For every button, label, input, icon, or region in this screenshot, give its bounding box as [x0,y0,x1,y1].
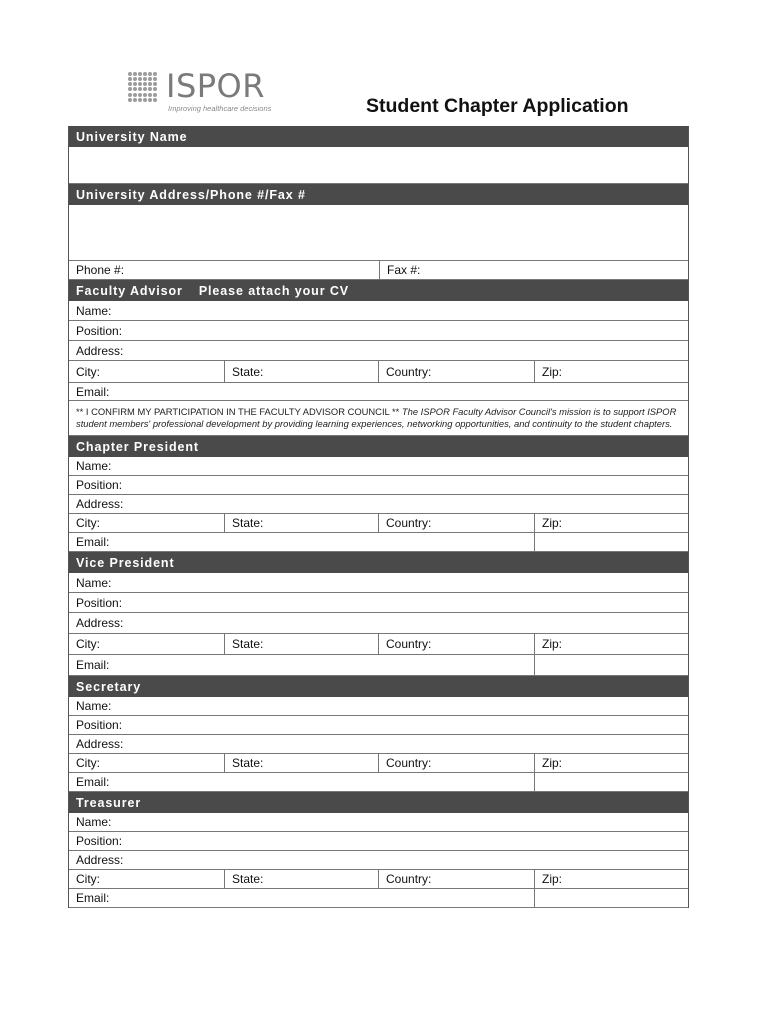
section-header-label: University Address/Phone #/Fax # [76,187,306,202]
section-header-treasurer [69,792,688,813]
zip-label: Zip: [542,872,563,886]
country-field[interactable] [378,634,534,654]
advisor-email-field[interactable] [69,383,688,401]
university-address-field[interactable] [69,205,688,261]
section-header-label: University Name [76,129,188,144]
email-field[interactable] [69,889,534,907]
logo-tagline: Improving healthcare decisions [168,104,272,113]
zip-field[interactable] [534,634,688,654]
email-label: Email: [76,891,110,905]
chapter-president-position-field[interactable] [69,476,688,495]
chapter-president-email-row [69,533,688,552]
email-extra-cell[interactable] [534,773,688,791]
section-header-faculty-advisor [69,280,688,301]
address-label: Address: [76,343,124,358]
state-field[interactable] [224,514,378,532]
city-field[interactable] [69,870,224,888]
section-header-university-address [69,184,688,205]
email-label: Email: [76,535,110,549]
country-field[interactable] [378,870,534,888]
section-secretary [68,676,689,792]
zip-field[interactable] [534,870,688,888]
phone-field[interactable] [69,261,379,279]
position-label: Position: [76,595,123,610]
phone-label: Phone #: [76,263,125,277]
page-title: Student Chapter Application [366,95,629,117]
advisor-council-note [69,401,688,436]
advisor-city-row [69,361,688,383]
city-label: City: [76,637,100,651]
application-form [68,126,689,908]
city-label: City: [76,756,100,770]
country-field[interactable] [378,514,534,532]
logo-dots-icon [128,72,158,102]
country-label: Country: [386,637,432,651]
state-field[interactable] [224,870,378,888]
address-label: Address: [76,616,124,630]
treasurer-city-row [69,870,688,889]
state-label: State: [232,516,264,530]
city-label: City: [76,364,100,379]
section-header-label: Secretary [76,679,142,694]
section-header-label: Chapter President [76,439,199,454]
city-label: City: [76,516,100,530]
secretary-address-field[interactable] [69,735,688,754]
advisor-address-field[interactable] [69,341,688,361]
officer-sections [68,436,689,908]
position-label: Position: [76,718,123,732]
vice-president-city-row [69,634,688,655]
zip-label: Zip: [542,364,563,379]
address-label: Address: [76,737,124,751]
country-label: Country: [386,872,432,886]
country-field[interactable] [378,754,534,772]
section-header-university-name [69,126,688,147]
city-field[interactable] [69,634,224,654]
state-label: State: [232,756,264,770]
logo-wordmark: ISPOR [166,67,265,105]
state-label: State: [232,872,264,886]
city-label: City: [76,872,100,886]
zip-field[interactable] [534,514,688,532]
university-name-field[interactable] [69,147,688,184]
zip-label: Zip: [542,516,563,530]
position-label: Position: [76,834,123,848]
name-label: Name: [76,815,112,829]
email-label: Email: [76,384,110,399]
section-treasurer [68,792,689,908]
advisor-position-field[interactable] [69,321,688,341]
country-label: Country: [386,364,432,379]
fax-label: Fax #: [387,263,421,277]
section-header-label: Treasurer [76,795,142,810]
zip-label: Zip: [542,756,563,770]
chapter-president-city-row [69,514,688,533]
email-label: Email: [76,658,110,672]
email-field[interactable] [69,533,534,551]
city-field[interactable] [69,754,224,772]
zip-field[interactable] [534,754,688,772]
secretary-city-row [69,754,688,773]
address-label: Address: [76,853,124,867]
zip-field[interactable] [534,361,688,382]
state-label: State: [232,637,264,651]
state-field[interactable] [224,361,378,382]
treasurer-email-row [69,889,688,908]
secretary-position-field[interactable] [69,716,688,735]
state-field[interactable] [224,754,378,772]
fax-field[interactable] [379,261,688,279]
chapter-president-address-field[interactable] [69,495,688,514]
ispor-logo [128,67,273,116]
name-label: Name: [76,303,112,318]
city-field[interactable] [69,361,224,382]
note-confirm-text: ** I CONFIRM MY PARTICIPATION IN THE FACULTY ADVISOR COUNCIL ** [76,406,402,417]
state-field[interactable] [224,634,378,654]
email-label: Email: [76,775,110,789]
section-header-chapter-president [69,436,688,457]
name-label: Name: [76,575,112,590]
country-label: Country: [386,516,432,530]
treasurer-name-field[interactable] [69,813,688,832]
section-chapter-president [68,436,689,552]
treasurer-position-field[interactable] [69,832,688,851]
treasurer-address-field[interactable] [69,851,688,870]
email-extra-cell[interactable] [534,889,688,907]
name-label: Name: [76,699,112,713]
email-field[interactable] [69,773,534,791]
country-field[interactable] [378,361,534,382]
name-label: Name: [76,459,112,473]
email-extra-cell[interactable] [534,533,688,551]
zip-label: Zip: [542,637,563,651]
address-label: Address: [76,497,124,511]
secretary-name-field[interactable] [69,697,688,716]
chapter-president-name-field[interactable] [69,457,688,476]
position-label: Position: [76,323,123,338]
vice-president-address-field[interactable] [69,613,688,634]
section-header-sublabel: Please attach your CV [198,283,350,298]
advisor-name-field[interactable] [69,301,688,321]
note-mission-text: The ISPOR Faculty Advisor Council's mission is to support ISPOR student members' professional development by providing learning experiences, networking opportunities, and continuity to the student chapters. [76,406,677,429]
country-label: Country: [386,756,432,770]
section-vice-president [68,552,689,676]
phone-fax-row [69,261,688,280]
vice-president-name-field[interactable] [69,573,688,593]
section-header-label: Faculty Advisor [76,283,183,298]
vice-president-email-row [69,655,688,676]
state-label: State: [232,364,264,379]
section-header-label: Vice President [76,555,175,570]
email-extra-cell[interactable] [534,655,688,675]
position-label: Position: [76,478,123,492]
secretary-email-row [69,773,688,792]
vice-president-position-field[interactable] [69,593,688,613]
section-header-secretary [69,676,688,697]
city-field[interactable] [69,514,224,532]
email-field[interactable] [69,655,534,675]
section-header-vice-president [69,552,688,573]
